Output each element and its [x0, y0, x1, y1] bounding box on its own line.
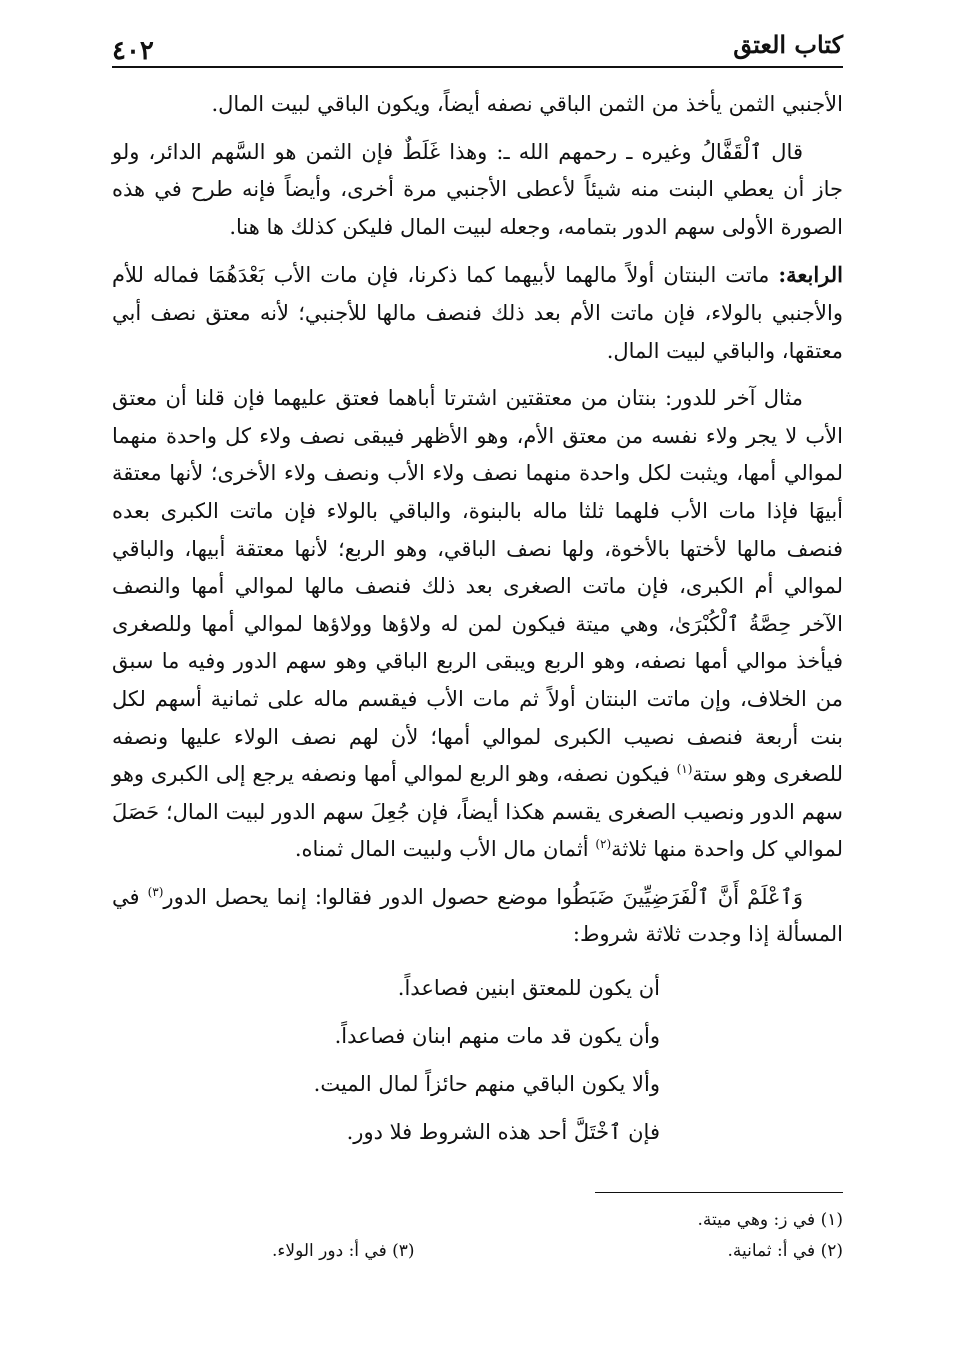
paragraph-4-part-c: أثمان مال الأب ولبيت المال ثمناه.: [294, 837, 596, 862]
footnote-3: (٣) في أ: دور الولاء.: [272, 1241, 415, 1261]
footnote-ref-1[interactable]: (١): [676, 762, 693, 777]
footnote-2: (٢) في أ: ثمانية.: [727, 1241, 843, 1261]
footnote-1: (١) في ز: وهي ميتة.: [697, 1210, 843, 1230]
condition-1: أن يكون للمعتق ابنين فصاعداً.: [397, 976, 660, 1001]
running-header: [112, 30, 843, 64]
paragraph-2: قال ٱلْقَفَّالُ وغيره ـ رحمهم الله ـ: وهذا غَلَطٌ فإن الثمن هو السَّهم الدائر، ولو جاز أن يعطي البنت منه شيئاً لأعطى الأجنبي مرة أخرى، وأيضاً فإنه طرح في هذه الصورة الأولى سهم الدور بتمامه، وجعله لبيت المال فليكن كذلك ها هنا.: [112, 139, 843, 239]
footnote-ref-3[interactable]: (٣): [147, 884, 164, 899]
paragraph-5: [112, 879, 843, 954]
page-number: ٤٠٢: [112, 36, 154, 66]
condition-3: وألا يكون الباقي منهم حائزاً لمال الميت.: [313, 1072, 660, 1097]
paragraph-4-part-a: مثال آخر للدور: بنتان من معتقتين اشترتا أباهما فعتق عليهما فإن قلنا أن معتق الأب لا يجر ولاء نفسه من معتق الأم، وهو الأظهر فيبقى نصف ولاء كل واحدة منهما لموالي أمها، ويثبت لكل واحدة منهما نصف ولاء الأب ونصف ولاء الأخرى؛ لأنها معتقة أبيهَا فإذا مات الأب فلهما ثلثا ماله بالبنوة، والباقي بالولاء فإن ماتت الكبرى بعده فنصف مالها لأختها بالأخوة، ولها نصف الباقي، وهو الربع؛ لأنها معتقة أبيها، والباقي لموالي أم الكبرى، فإن ماتت الصغرى بعد ذلك فنصف مالها لموالي أمها والنصف الآخر حِصَّةُ ٱلْكُبْرَىٰ، وهي ميتة فيكون لمن له ولاؤها وولاؤها لموالي أمها وللصغرى فيأخذ موالي أمها نصفه، وهو الربع ويبقى الربع الباقي وهو سهم الدور وفيه ما سبق من الخلاف، وإن ماتت البنتان أولاً ثم مات الأب فيقسم ماله على ثمانية أسهم لكل بنت أربعة فنصف نصيب الكبرى لموالي أمها؛ لأن لهم نصف الولاء عليها ونصفه للصغرى وهو ستة: [112, 386, 843, 787]
paragraph-4-part-b: فيكون نصفه، وهو الربع لموالي أمها ونصفه يرجع إلى الكبرى وهو سهم الدور ونصيب الصغرى يقسم هكذا أيضاً، فإن جُعِلَ سهم الدور لبيت المال؛ حَصَلَ لموالي كل واحدة منها ثلاثة: [112, 762, 843, 862]
paragraph-4: [112, 380, 843, 869]
book-title: كتاب العتق: [733, 30, 843, 59]
paragraph-3-text: ماتت البنتان أولاً مالهما لأبيهما كما ذكرنا، فإن مات الأب بَعْدَهُمَا فماله للأم والأجنبي بالولاء، فإن ماتت الأم بعد ذلك فنصف مالها للأجنبي؛ لأنه معتق نصف أبي معتقها، والباقي لبيت المال.: [112, 263, 843, 363]
footnote-rule: [595, 1192, 843, 1193]
paragraph-5-part-a: وَٱعْلَمْ أَنَّ ٱلْفَرَضِيِّينَ ضَبَطُوا موضع حصول الدور فقالوا: إنما يحصل الدور: [163, 884, 803, 909]
main-text: [112, 86, 843, 1156]
header-rule: [112, 66, 843, 68]
footnote-ref-2[interactable]: (٢): [595, 837, 612, 852]
paragraph-6: فإن ٱخْتَلَّ أحد هذه الشروط فلا دور.: [346, 1120, 660, 1145]
paragraph-1: الأجنبي الثمن يأخذ من الثمن الباقي نصفه أيضاً، ويكون الباقي لبيت المال.: [211, 92, 843, 116]
condition-2: وأن يكون قد مات منهم ابنان فصاعداً.: [334, 1024, 660, 1049]
paragraph-3: [112, 256, 843, 370]
paragraph-5-part-b: في المسألة إذا وجدت ثلاثة شروط:: [112, 884, 843, 947]
case-label: الرابعة:: [778, 262, 843, 288]
